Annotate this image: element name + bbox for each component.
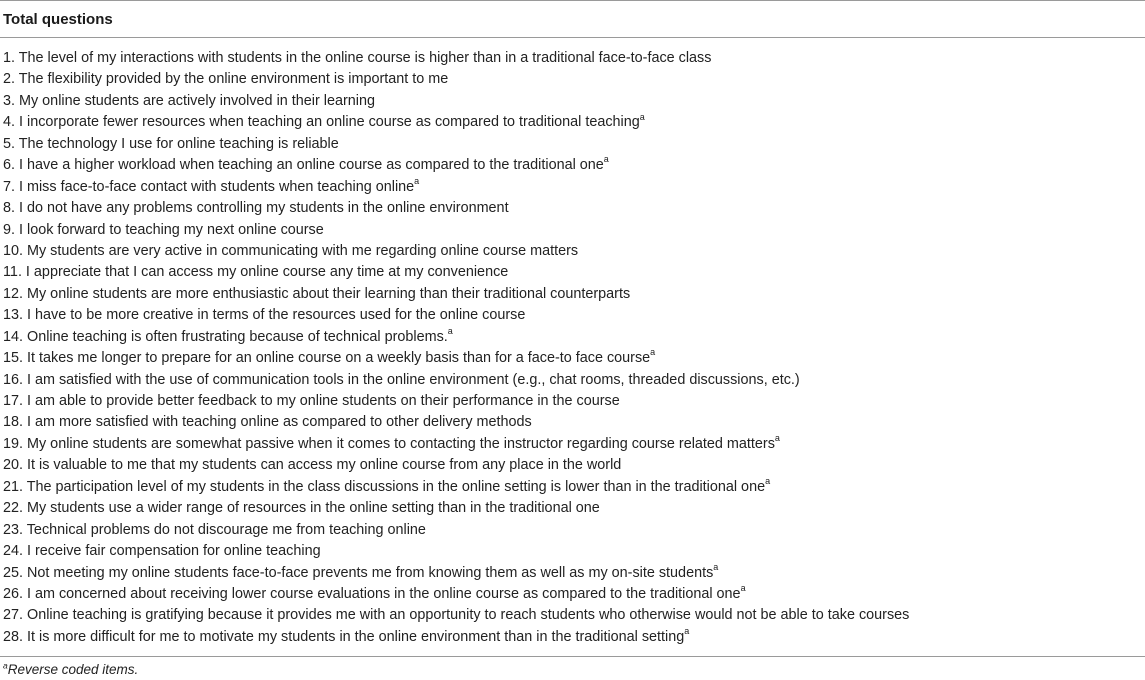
table-row <box>0 605 1145 626</box>
table-row <box>0 134 1145 155</box>
question-text: 18. I am more satisfied with teaching online as compared to other delivery methods <box>3 414 532 431</box>
question-text: 4. I incorporate fewer resources when teaching an online course as compared to traditional teaching <box>3 114 640 131</box>
table-row <box>0 584 1145 605</box>
question-text: 13. I have to be more creative in terms of the resources used for the online course <box>3 307 526 324</box>
table-row <box>0 262 1145 283</box>
question-text: 11. I appreciate that I can access my online course any time at my convenience <box>3 264 509 281</box>
table-row <box>0 305 1145 326</box>
footnote-mark: a <box>3 660 8 671</box>
table-row <box>0 91 1145 112</box>
table-row <box>0 177 1145 198</box>
table-row <box>0 498 1145 519</box>
table-row <box>0 155 1145 176</box>
table-row <box>0 348 1145 369</box>
reverse-coded-mark: a <box>447 325 453 336</box>
reverse-coded-mark: a <box>740 583 746 594</box>
table-row <box>0 434 1145 455</box>
question-text: 23. Technical problems do not discourage me from teaching online <box>3 521 426 538</box>
table-row <box>0 477 1145 498</box>
table-row <box>0 284 1145 305</box>
question-list <box>0 38 1145 648</box>
question-text: 1. The level of my interactions with students in the online course is higher than in a traditional face-to-face class <box>3 50 712 66</box>
reverse-coded-mark: a <box>603 154 609 165</box>
bottom-rule <box>0 656 1145 657</box>
question-text: 26. I am concerned about receiving lower course evaluations in the online course as compared to the traditional one <box>3 585 741 602</box>
table-row <box>0 241 1145 262</box>
question-text: 7. I miss face-to-face contact with students when teaching online <box>3 178 415 195</box>
question-text: 9. I look forward to teaching my next online course <box>3 221 324 238</box>
reverse-coded-mark: a <box>684 626 690 637</box>
table-row <box>0 455 1145 476</box>
question-text: 20. It is valuable to me that my students can access my online course from any place in the world <box>3 457 622 474</box>
question-text: 8. I do not have any problems controlling my students in the online environment <box>3 200 509 217</box>
question-text: 19. My online students are somewhat passive when it comes to contacting the instructor regarding course related matters <box>3 435 775 452</box>
table-row <box>0 412 1145 433</box>
table-row <box>0 220 1145 241</box>
question-text: 14. Online teaching is often frustrating because of technical problems. <box>3 328 448 345</box>
question-text: 22. My students use a wider range of resources in the online setting than in the traditional one <box>3 500 600 517</box>
table-row <box>0 391 1145 412</box>
question-text: 27. Online teaching is gratifying because it provides me with an opportunity to reach students who otherwise would not be able to take courses <box>3 607 910 624</box>
footnote <box>0 662 1145 677</box>
question-text: 12. My online students are more enthusiastic about their learning than their traditional counterparts <box>3 285 631 302</box>
question-text: 16. I am satisfied with the use of communication tools in the online environment (e.g., chat rooms, threaded discussions, etc.) <box>3 371 800 388</box>
table-row <box>0 112 1145 133</box>
table-row <box>0 370 1145 391</box>
reverse-coded-mark: a <box>639 111 645 122</box>
table-row <box>0 69 1145 90</box>
question-text: 24. I receive fair compensation for online teaching <box>3 543 321 560</box>
table-row <box>0 563 1145 584</box>
table-row <box>0 541 1145 562</box>
question-text: 25. Not meeting my online students face-to-face prevents me from knowing them as well as my on-site students <box>3 564 714 581</box>
reverse-coded-mark: a <box>765 475 771 486</box>
reverse-coded-mark: a <box>650 347 656 358</box>
table-header: Total questions <box>3 10 113 28</box>
table-row <box>0 198 1145 219</box>
table-row <box>0 48 1145 69</box>
question-text: 21. The participation level of my students in the class discussions in the online setting is lower than in the traditional one <box>3 478 766 495</box>
question-text: 28. It is more difficult for me to motivate my students in the online environment than in the traditional setting <box>3 628 685 645</box>
question-text: 6. I have a higher workload when teaching an online course as compared to the traditional one <box>3 157 604 174</box>
table-row <box>0 327 1145 348</box>
question-text: 3. My online students are actively involved in their learning <box>3 92 375 109</box>
reverse-coded-mark: a <box>713 561 719 572</box>
reverse-coded-mark: a <box>414 175 420 186</box>
question-text: 10. My students are very active in communicating with me regarding online course matters <box>3 242 579 259</box>
question-text: 17. I am able to provide better feedback to my online students on their performance in the course <box>3 393 620 409</box>
footnote-text: Reverse coded items. <box>7 662 139 678</box>
table-row <box>0 520 1145 541</box>
question-text: 15. It takes me longer to prepare for an online course on a weekly basis than for a face-to face course <box>3 350 651 367</box>
question-text: 2. The flexibility provided by the online environment is important to me <box>3 71 449 88</box>
question-text: 5. The technology I use for online teaching is reliable <box>3 135 339 152</box>
table-row <box>0 627 1145 648</box>
reverse-coded-mark: a <box>774 433 780 444</box>
